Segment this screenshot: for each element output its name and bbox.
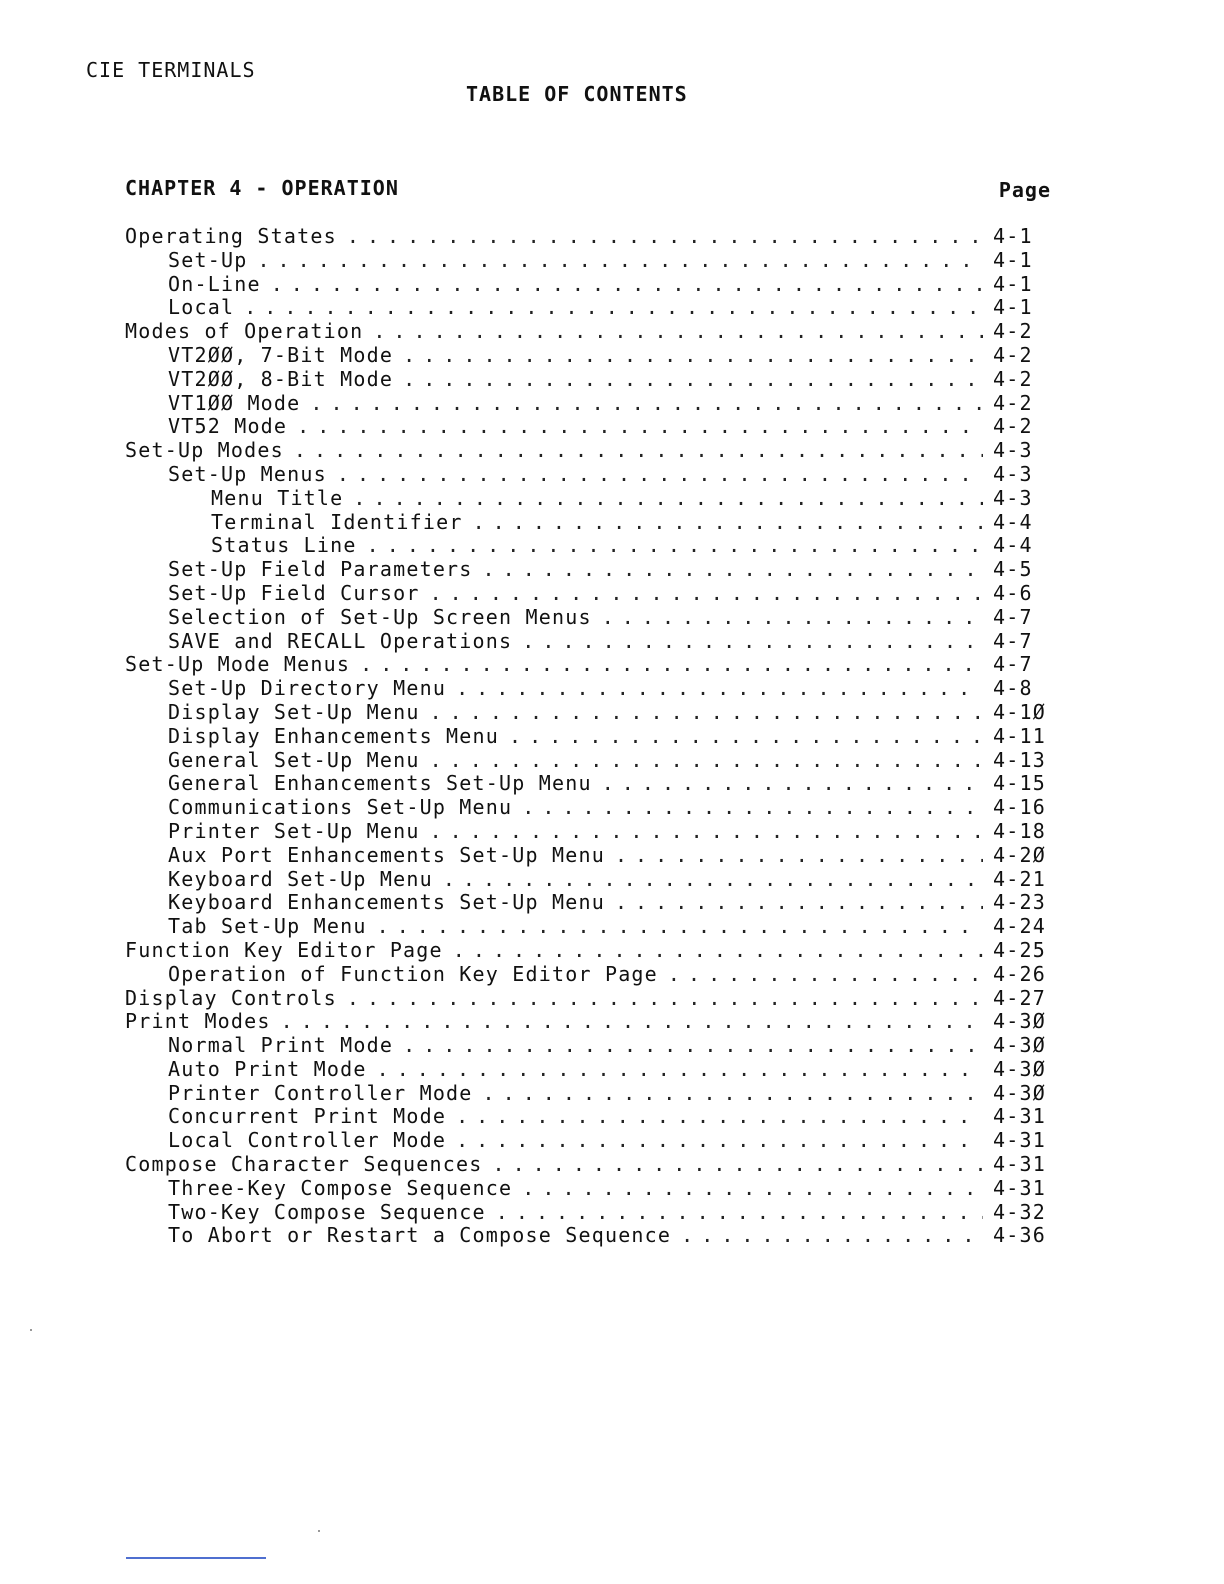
toc-entry xyxy=(125,295,1051,319)
running-header: CIE TERMINALS xyxy=(86,58,256,82)
toc-entry xyxy=(125,748,1051,772)
toc-entry-label: Keyboard Set-Up Menu xyxy=(168,866,433,891)
toc-entry xyxy=(125,1009,1051,1033)
toc-entry-page: 4-1 xyxy=(993,224,1033,248)
toc-entry-page: 4-3 xyxy=(993,461,1033,486)
toc-entry-label: Normal Print Mode xyxy=(168,1033,394,1058)
toc-entry-label: Set-Up xyxy=(168,247,248,272)
toc-entry xyxy=(125,533,1051,557)
dot-leader xyxy=(456,1104,983,1128)
toc-entry-label: Modes of Operation xyxy=(125,319,364,344)
dot-leader xyxy=(522,629,983,653)
dot-leader xyxy=(347,224,983,248)
toc-entry-label: Compose Character Sequences xyxy=(125,1152,483,1177)
dot-leader xyxy=(681,1223,983,1247)
toc-entry-label: Keyboard Enhancements Set-Up Menu xyxy=(168,890,605,915)
dot-leader xyxy=(430,748,983,772)
dot-leader xyxy=(257,248,983,272)
toc-entry-page: 4-5 xyxy=(993,557,1033,582)
chapter-title: CHAPTER 4 - OPERATION xyxy=(125,176,399,200)
toc-entry xyxy=(125,343,1051,367)
toc-entry-label: VT2ØØ, 8-Bit Mode xyxy=(168,366,394,391)
dot-leader xyxy=(615,843,983,867)
dot-leader xyxy=(602,771,983,795)
footnote-rule xyxy=(126,1557,266,1559)
table-of-contents-list xyxy=(125,224,1051,1247)
toc-entry xyxy=(125,367,1051,391)
toc-entry-label: Auto Print Mode xyxy=(168,1056,367,1081)
dot-leader xyxy=(403,1033,983,1057)
toc-entry-label: Two-Key Compose Sequence xyxy=(168,1199,486,1224)
toc-entry xyxy=(125,414,1051,438)
toc-entry-label: Operation of Function Key Editor Page xyxy=(168,961,658,986)
dot-leader xyxy=(430,581,983,605)
toc-entry-page: 4-1 xyxy=(993,247,1033,272)
toc-entry-page: 4-11 xyxy=(993,723,1046,748)
toc-entry xyxy=(125,652,1051,676)
toc-entry-label: SAVE and RECALL Operations xyxy=(168,628,513,653)
scan-speck xyxy=(30,1329,32,1331)
toc-entry-page: 4-1 xyxy=(993,271,1033,296)
toc-entry-page: 4-36 xyxy=(993,1223,1046,1248)
toc-entry-page: 4-26 xyxy=(993,961,1046,986)
dot-leader xyxy=(483,1081,983,1105)
dot-leader xyxy=(281,1009,983,1033)
toc-entry-page: 4-2 xyxy=(993,390,1033,415)
toc-entry xyxy=(125,486,1051,510)
toc-entry-page: 4-18 xyxy=(993,818,1046,843)
dot-leader xyxy=(615,890,983,914)
toc-entry-label: Status Line xyxy=(211,533,357,558)
toc-entry-page: 4-4 xyxy=(993,533,1033,558)
toc-entry-label: VT1ØØ Mode xyxy=(168,390,301,415)
toc-entry xyxy=(125,272,1051,296)
dot-leader xyxy=(522,1176,983,1200)
toc-entry-page: 4-3Ø xyxy=(993,1009,1046,1034)
toc-entry-label: On-Line xyxy=(168,271,261,296)
toc-entry-page: 4-3 xyxy=(993,485,1033,510)
toc-entry-label: To Abort or Restart a Compose Sequence xyxy=(168,1223,672,1248)
toc-entry-label: Set-Up Directory Menu xyxy=(168,676,447,701)
toc-entry-page: 4-32 xyxy=(993,1199,1046,1224)
toc-entry xyxy=(125,1152,1051,1176)
toc-entry xyxy=(125,676,1051,700)
dot-leader xyxy=(493,1152,983,1176)
toc-entry-page: 4-6 xyxy=(993,580,1033,605)
toc-entry-page: 4-3Ø xyxy=(993,1056,1046,1081)
toc-entry xyxy=(125,938,1051,962)
toc-entry xyxy=(125,605,1051,629)
toc-entry-label: Local Controller Mode xyxy=(168,1128,447,1153)
toc-entry xyxy=(125,1128,1051,1152)
toc-entry-label: Display Controls xyxy=(125,985,337,1010)
toc-entry-page: 4-25 xyxy=(993,937,1046,962)
toc-entry-label: Set-Up Field Parameters xyxy=(168,557,473,582)
toc-entry-page: 4-15 xyxy=(993,771,1046,796)
dot-leader xyxy=(347,986,983,1010)
toc-entry xyxy=(125,248,1051,272)
toc-entry-page: 4-31 xyxy=(993,1175,1046,1200)
toc-entry-page: 4-23 xyxy=(993,890,1046,915)
dot-leader xyxy=(430,700,983,724)
toc-entry xyxy=(125,795,1051,819)
dot-leader xyxy=(443,867,983,891)
toc-entry-label: Communications Set-Up Menu xyxy=(168,795,513,820)
toc-entry xyxy=(125,1200,1051,1224)
toc-entry-page: 4-7 xyxy=(993,628,1033,653)
toc-entry-label: Display Set-Up Menu xyxy=(168,699,420,724)
dot-leader xyxy=(377,1057,983,1081)
toc-entry-page: 4-2 xyxy=(993,366,1033,391)
toc-entry xyxy=(125,819,1051,843)
toc-entry-page: 4-3Ø xyxy=(993,1080,1046,1105)
toc-entry-page: 4-3 xyxy=(993,438,1033,463)
dot-leader xyxy=(456,1128,983,1152)
toc-entry xyxy=(125,557,1051,581)
toc-entry-page: 4-1 xyxy=(993,295,1033,320)
toc-entry xyxy=(125,1057,1051,1081)
toc-entry xyxy=(125,391,1051,415)
toc-entry-label: Terminal Identifier xyxy=(211,509,463,534)
dot-leader xyxy=(353,486,983,510)
toc-entry xyxy=(125,962,1051,986)
dot-leader xyxy=(602,605,983,629)
toc-entry-page: 4-2 xyxy=(993,414,1033,439)
dot-leader xyxy=(453,938,983,962)
toc-entry xyxy=(125,462,1051,486)
dot-leader xyxy=(430,819,983,843)
toc-entry-label: Three-Key Compose Sequence xyxy=(168,1175,513,1200)
toc-entry-page: 4-27 xyxy=(993,985,1046,1010)
toc-entry-page: 4-16 xyxy=(993,795,1046,820)
toc-entry-label: Set-Up Mode Menus xyxy=(125,652,351,677)
toc-entry xyxy=(125,724,1051,748)
toc-entry-label: Display Enhancements Menu xyxy=(168,723,500,748)
toc-entry-page: 4-21 xyxy=(993,866,1046,891)
dot-leader xyxy=(668,962,983,986)
dot-leader xyxy=(367,533,983,557)
dot-leader xyxy=(310,391,983,415)
toc-entry xyxy=(125,1081,1051,1105)
toc-entry-label: Set-Up Field Cursor xyxy=(168,580,420,605)
dot-leader xyxy=(337,462,983,486)
toc-entry-page: 4-7 xyxy=(993,604,1033,629)
toc-entry-page: 4-31 xyxy=(993,1152,1046,1177)
toc-entry-page: 4-2 xyxy=(993,319,1033,344)
dot-leader xyxy=(294,438,983,462)
toc-entry xyxy=(125,224,1051,248)
toc-entry-label: Selection of Set-Up Screen Menus xyxy=(168,604,592,629)
dot-leader xyxy=(403,343,983,367)
page-column-heading: Page xyxy=(998,178,1051,202)
toc-entry xyxy=(125,986,1051,1010)
toc-entry-page: 4-2Ø xyxy=(993,842,1046,867)
toc-entry-label: VT52 Mode xyxy=(168,414,288,439)
scan-speck xyxy=(318,1530,320,1532)
toc-entry-page: 4-2 xyxy=(993,342,1033,367)
toc-entry xyxy=(125,771,1051,795)
dot-leader xyxy=(403,367,983,391)
toc-entry-page: 4-31 xyxy=(993,1104,1046,1129)
toc-entry xyxy=(125,843,1051,867)
toc-entry xyxy=(125,1223,1051,1247)
toc-entry-page: 4-13 xyxy=(993,747,1046,772)
toc-entry-label: VT2ØØ, 7-Bit Mode xyxy=(168,342,394,367)
toc-entry-label: Set-Up Modes xyxy=(125,438,284,463)
toc-entry-label: Local xyxy=(168,295,235,320)
dot-leader xyxy=(360,652,983,676)
toc-entry-label: Concurrent Print Mode xyxy=(168,1104,447,1129)
dot-leader xyxy=(483,557,983,581)
dot-leader xyxy=(297,414,983,438)
toc-entry-page: 4-7 xyxy=(993,652,1033,677)
toc-entry-label: Menu Title xyxy=(211,485,344,510)
dot-leader xyxy=(271,272,983,296)
toc-entry-label: Function Key Editor Page xyxy=(125,937,443,962)
toc-entry xyxy=(125,629,1051,653)
dot-leader xyxy=(473,510,983,534)
toc-entry xyxy=(125,510,1051,534)
toc-entry xyxy=(125,867,1051,891)
toc-entry-page: 4-4 xyxy=(993,509,1033,534)
toc-entry-label: Printer Set-Up Menu xyxy=(168,818,420,843)
toc-entry-page: 4-8 xyxy=(993,676,1033,701)
toc-entry xyxy=(125,319,1051,343)
dot-leader xyxy=(496,1200,983,1224)
toc-entry-label: Printer Controller Mode xyxy=(168,1080,473,1105)
chapter-heading-row xyxy=(125,176,1051,200)
dot-leader xyxy=(373,319,983,343)
toc-entry xyxy=(125,914,1051,938)
toc-entry-label: Aux Port Enhancements Set-Up Menu xyxy=(168,842,605,867)
toc-entry-label: Operating States xyxy=(125,224,337,248)
document-title: TABLE OF CONTENTS xyxy=(466,82,688,106)
dot-leader xyxy=(244,295,983,319)
dot-leader xyxy=(456,676,983,700)
toc-entry-page: 4-24 xyxy=(993,914,1046,939)
toc-entry xyxy=(125,890,1051,914)
dot-leader xyxy=(377,914,983,938)
toc-entry-page: 4-1Ø xyxy=(993,699,1046,724)
toc-entry-page: 4-31 xyxy=(993,1128,1046,1153)
toc-entry xyxy=(125,438,1051,462)
toc-entry-label: General Enhancements Set-Up Menu xyxy=(168,771,592,796)
toc-entry-page: 4-3Ø xyxy=(993,1033,1046,1058)
toc-entry xyxy=(125,581,1051,605)
toc-entry-label: Set-Up Menus xyxy=(168,461,327,486)
toc-entry xyxy=(125,1104,1051,1128)
dot-leader xyxy=(522,795,983,819)
toc-entry xyxy=(125,700,1051,724)
toc-entry xyxy=(125,1176,1051,1200)
toc-entry-label: Tab Set-Up Menu xyxy=(168,914,367,939)
toc-entry-label: General Set-Up Menu xyxy=(168,747,420,772)
toc-entry xyxy=(125,1033,1051,1057)
dot-leader xyxy=(509,724,983,748)
toc-entry-label: Print Modes xyxy=(125,1009,271,1034)
